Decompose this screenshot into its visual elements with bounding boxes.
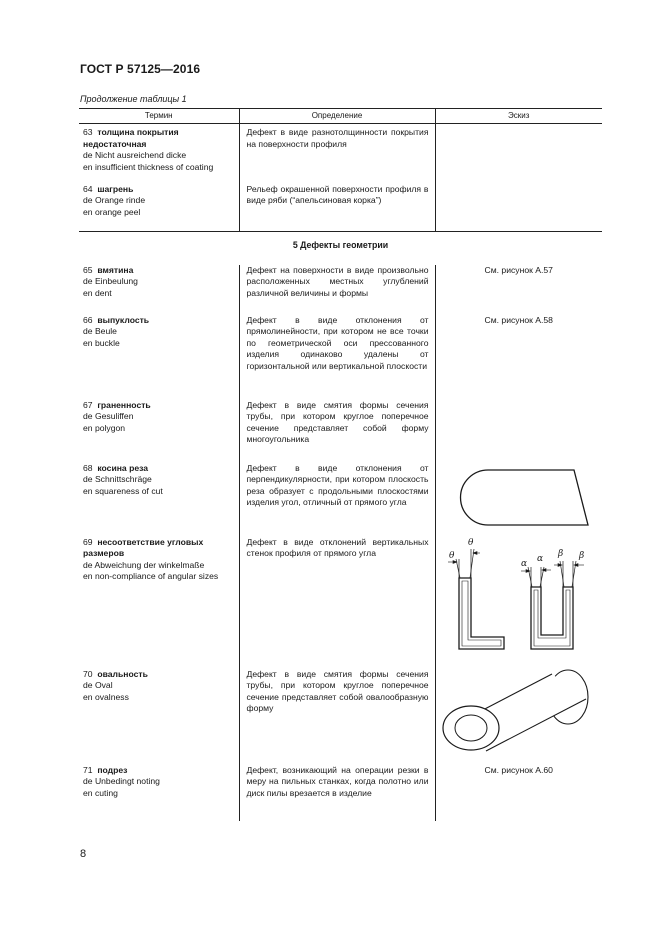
- term-en: en orange peel: [83, 206, 141, 217]
- table-continuation-caption: Продолжение таблицы 1: [80, 94, 187, 104]
- sketch-cell: См. рисунок А.58: [484, 314, 553, 325]
- term-de: de Beule: [83, 326, 117, 337]
- table-row-69: [79, 537, 602, 669]
- l-profile-inner: [462, 581, 501, 646]
- term-en: en ovalness: [83, 691, 129, 702]
- definition-cell: Дефект, возникающий на операции резки в меру на пильных станках, когда полотно или диск пилы врезается в изделие: [239, 765, 435, 821]
- term-ru: толщина покрытия недостаточная: [83, 127, 179, 149]
- beta-label-left: β: [557, 548, 563, 559]
- table-row-67: [79, 400, 602, 463]
- term-ru: косина реза: [97, 462, 149, 473]
- table-row-66: [79, 315, 602, 400]
- term-en: en cuting: [83, 787, 118, 798]
- term-en: en squareness of cut: [83, 485, 163, 496]
- term-ru: граненность: [97, 399, 151, 410]
- sketch-cell: [435, 669, 602, 765]
- table-row-63: [79, 124, 602, 184]
- term-number: 66: [83, 314, 93, 325]
- definition-cell: Дефект в виде смятия формы сечения трубы, при котором круглое поперечное сечение представляет собой овалообразную форму: [239, 669, 435, 765]
- definition-cell: Дефект на поверхности в виде произвольно расположенных местных углублений различной величины и формы: [239, 265, 435, 315]
- section-title: 5 Дефекты геометрии: [79, 232, 602, 265]
- table-row-68: [79, 463, 602, 537]
- alpha-label-left: α: [520, 558, 527, 569]
- cut-profile-outline: [460, 470, 587, 525]
- definition-cell: Дефект в виде смятия формы сечения трубы, при котором круглое поперечное сечение представляет собой форму многоугольника: [239, 400, 435, 463]
- term-number: 68: [83, 462, 93, 473]
- table-row-65: [79, 265, 602, 315]
- table-row-71: [79, 765, 602, 821]
- term-cell: [79, 463, 239, 537]
- tube-near-end-outer: [443, 706, 499, 750]
- sketch-cell: См. рисунок А.60: [484, 764, 553, 775]
- term-en: en dent: [83, 287, 112, 298]
- term-de: de Orange rinde: [83, 195, 146, 206]
- sketch-cell: [435, 463, 602, 537]
- alpha-label-right: α: [536, 553, 543, 564]
- oval-tube-sketch: [436, 669, 603, 753]
- sketch-cell: См. рисунок А.57: [484, 264, 553, 275]
- term-number: 70: [83, 668, 93, 679]
- term-ru: вмятина: [97, 264, 134, 275]
- term-de: de Abweichung der winkelmaße: [83, 559, 205, 570]
- term-de: de Gesuliffen: [83, 411, 134, 422]
- term-en: en non-compliance of angular sizes: [83, 571, 219, 582]
- definition-cell: Дефект в виде отклонения от перпендикулярности, при котором плоскость реза образует с продольными плоскостями изделия угол, отличный от прямого угла: [239, 463, 435, 537]
- term-ru: подрез: [97, 764, 128, 775]
- definition-cell: Дефект в виде отклонений вертикальных стенок профиля от прямого угла: [239, 537, 435, 669]
- sketch-cell: [435, 400, 602, 463]
- table-header-row: [79, 109, 602, 124]
- angular-deviation-sketch: [436, 537, 603, 655]
- oblique-cut-sketch: [452, 465, 592, 531]
- term-cell: [79, 184, 239, 232]
- column-header-sketch: Эскиз: [435, 109, 602, 124]
- term-cell: [79, 315, 239, 400]
- definition-cell: Рельеф окрашенной поверхности профиля в виде ряби (“апельсиновая корка”): [239, 184, 435, 232]
- definition-cell: Дефект в виде разнотолщинности покрытия на поверхности профиля: [239, 124, 435, 184]
- theta-label-right: θ: [467, 537, 473, 548]
- term-number: 69: [83, 536, 93, 547]
- term-cell: [79, 765, 239, 821]
- term-number: 67: [83, 399, 93, 410]
- terms-table: [79, 108, 602, 821]
- term-en: en polygon: [83, 422, 126, 433]
- term-de: de Nicht ausreichend dicke: [83, 150, 187, 161]
- sketch-cell: [435, 124, 602, 184]
- term-en: en insufficient thickness of coating: [83, 161, 214, 172]
- term-ru: несоответствие угловых размеров: [83, 536, 204, 559]
- term-number: 64: [83, 183, 93, 194]
- term-de: de Einbeulung: [83, 276, 138, 287]
- term-cell: [79, 124, 239, 184]
- column-header-term: Термин: [79, 109, 239, 124]
- l-profile: [459, 578, 504, 649]
- term-cell: [79, 669, 239, 765]
- term-de: de Unbedingt noting: [83, 776, 160, 787]
- table-row-64: [79, 184, 602, 232]
- sketch-cell: [435, 537, 602, 669]
- section-row: [79, 232, 602, 265]
- theta-label-left: θ: [448, 550, 454, 561]
- page-number: 8: [80, 848, 87, 860]
- term-cell: [79, 537, 239, 669]
- term-ru: выпуклость: [97, 314, 150, 325]
- u-profile-inner: [534, 590, 570, 646]
- term-number: 65: [83, 264, 93, 275]
- term-en: en buckle: [83, 337, 120, 348]
- u-profile: [531, 587, 573, 649]
- term-number: 63: [83, 127, 93, 137]
- term-number: 71: [83, 764, 93, 775]
- term-cell: [79, 400, 239, 463]
- definition-cell: Дефект в виде отклонения от прямолинейности, при котором не все точки по геометрической оси прессованного изделия одинаково удалены от горизонтальной или вертикальной плоскости: [239, 315, 435, 400]
- standard-title: ГОСТ Р 57125—2016: [80, 62, 201, 76]
- term-de: de Oval: [83, 680, 113, 691]
- table-row-70: [79, 669, 602, 765]
- term-ru: овальность: [97, 668, 148, 679]
- term-cell: [79, 265, 239, 315]
- beta-label-right: β: [578, 550, 584, 561]
- term-ru: шагрень: [97, 183, 134, 194]
- column-header-definition: Определение: [239, 109, 435, 124]
- term-de: de Schnittschräge: [83, 474, 152, 485]
- sketch-cell: [435, 184, 602, 232]
